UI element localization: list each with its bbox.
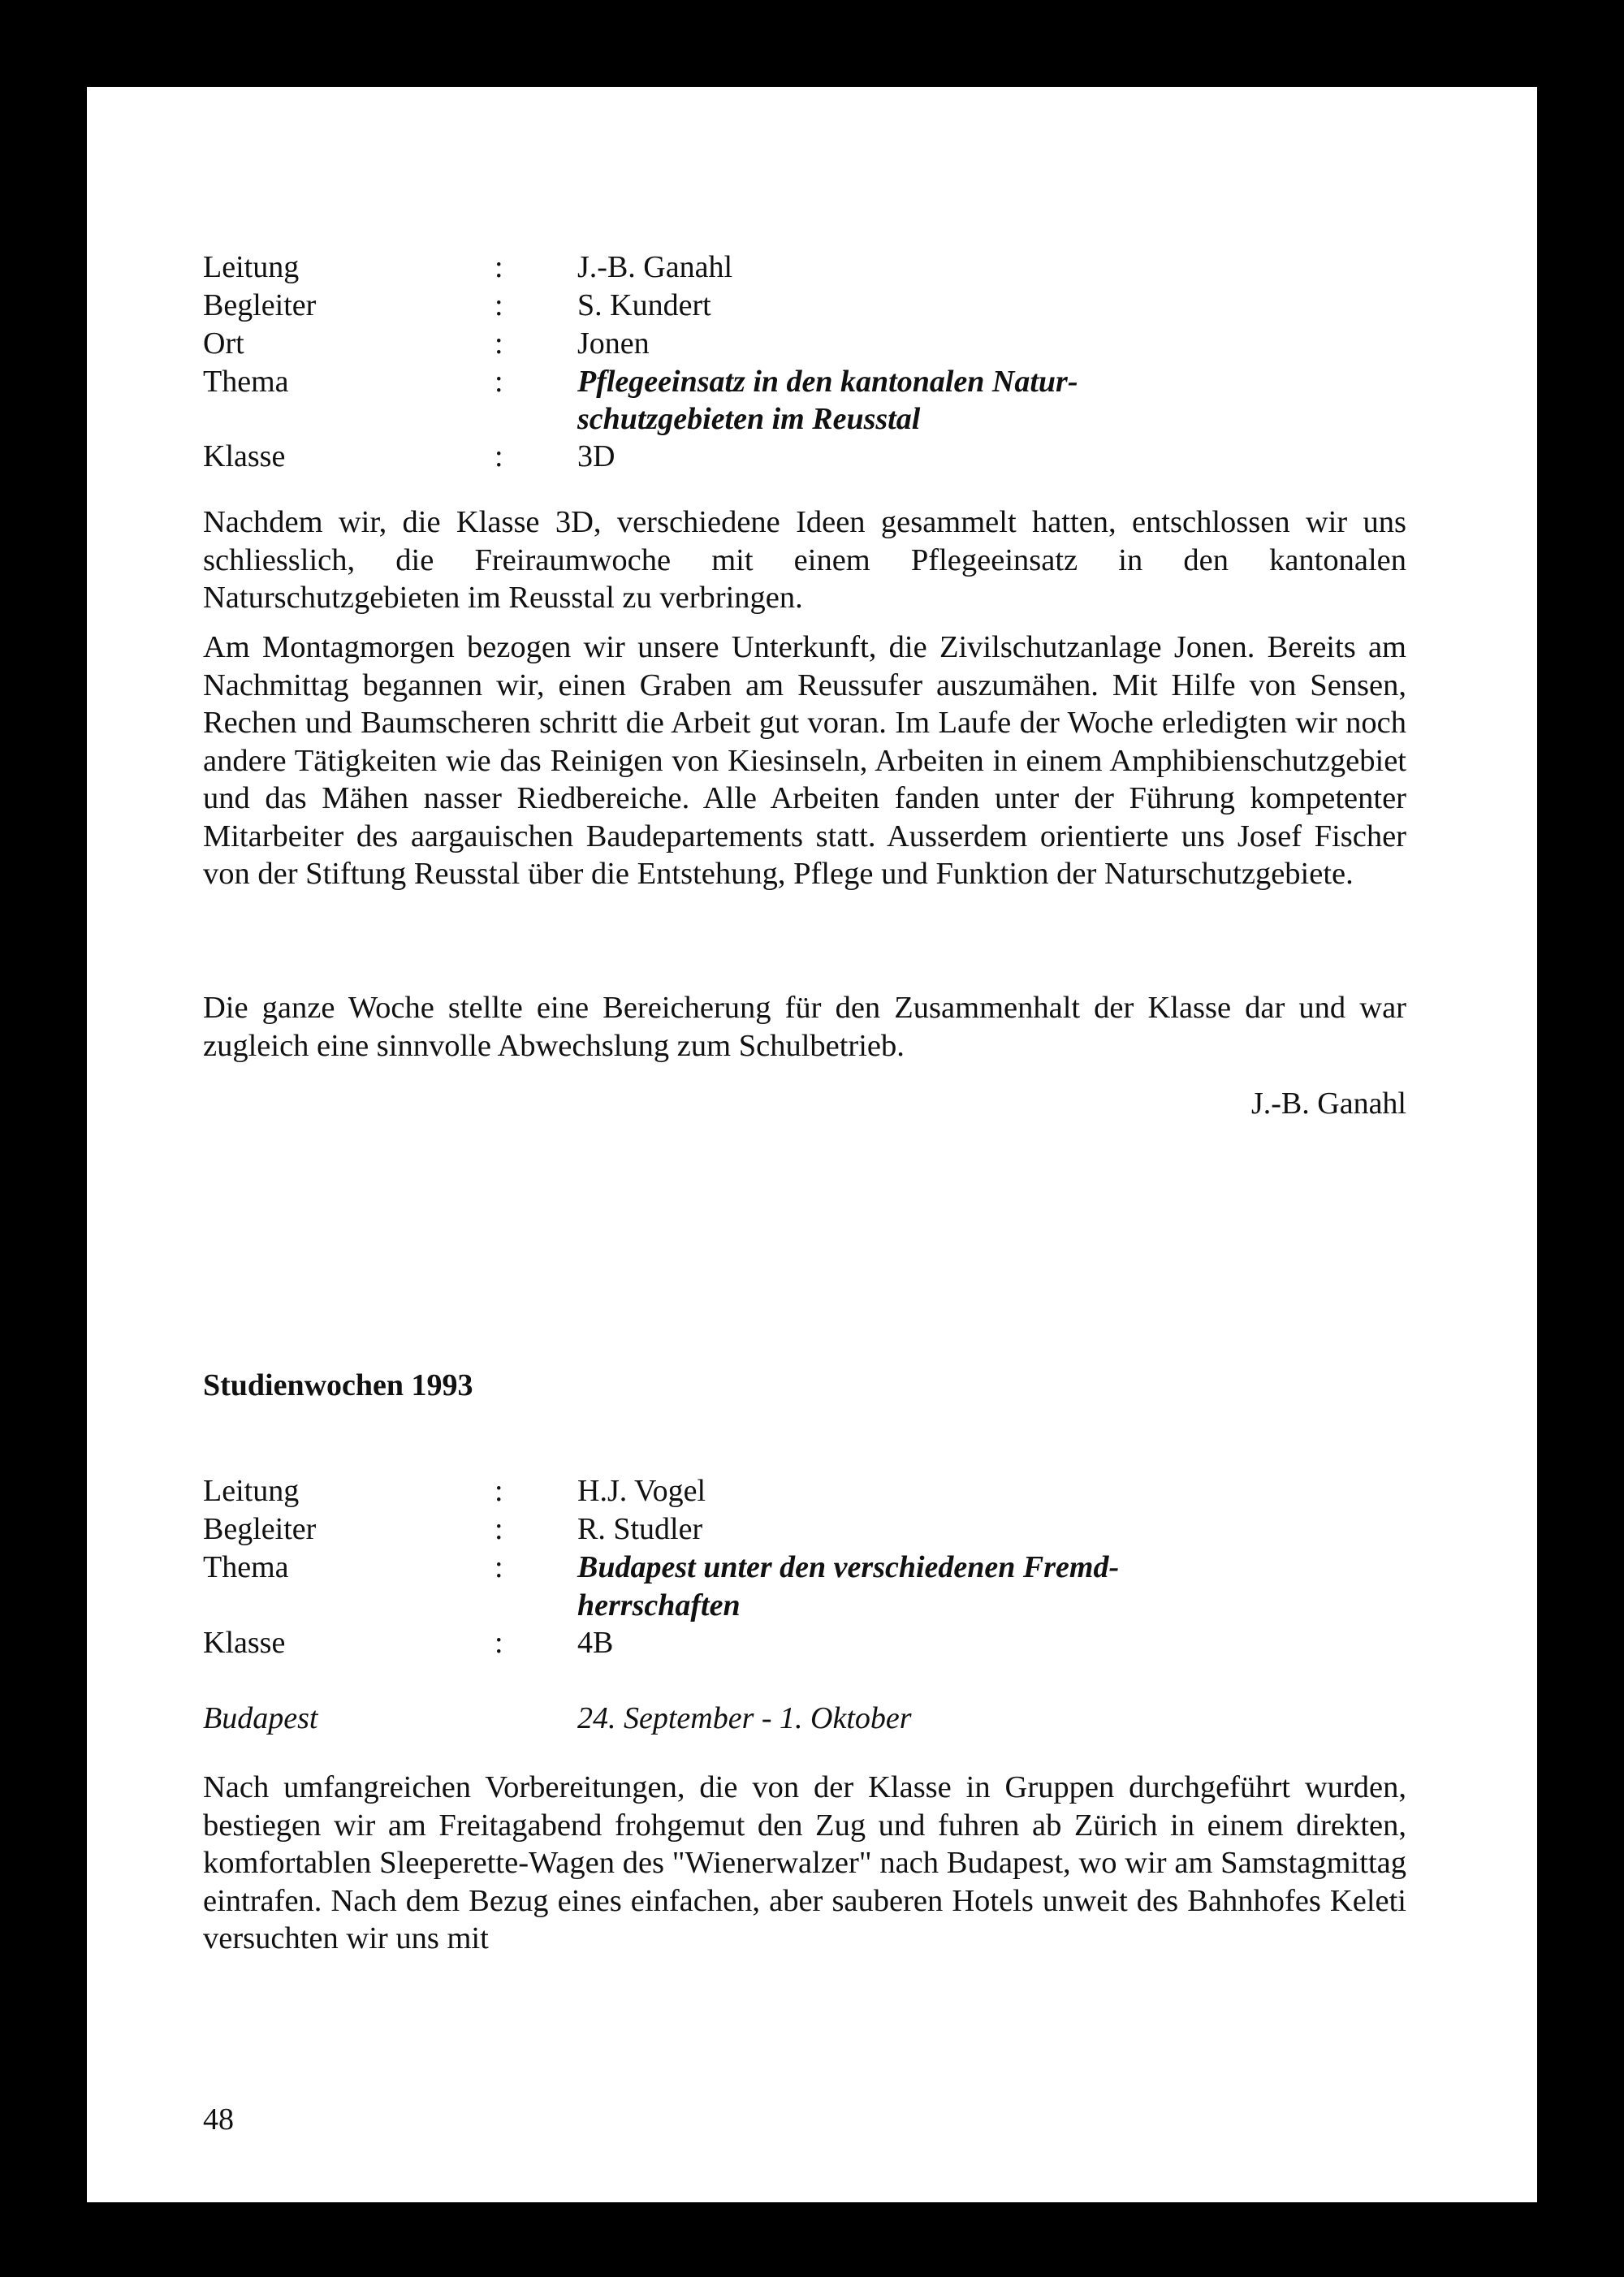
meta-value-theme-line2: herrschaften [577,1588,741,1622]
meta-key: Thema [203,1550,289,1584]
meta-colon: : [495,326,503,361]
meta-value: 3D [577,439,615,473]
document-page [87,87,1537,2202]
meta-key: Leitung [203,250,300,284]
meta-key: Thema [203,365,289,399]
meta-value: S. Kundert [577,288,711,322]
meta-value: J.-B. Ganahl [577,250,733,284]
meta-colon: : [495,288,503,322]
paragraph: Nachdem wir, die Klasse 3D, verschiedene Ideen gesammelt hatten, entschlossen wir uns schliesslich, die Freiraumwoche mit einem Pflegeeinsatz in den kantonalen Naturschutzgebieten im Reusstal zu verbringen. [203,505,1406,615]
meta-key: Klasse [203,439,286,473]
meta-value: 4B [577,1626,614,1660]
meta-colon: : [495,439,503,473]
paragraph: Am Montagmorgen bezogen wir unsere Unterkunft, die Zivilschutzanlage Jonen. Bereits am Nachmittag begannen wir, einen Graben am Reussufer auszumähen. Mit Hilfe von Sensen, Rechen und Baumscheren schritt die Arbeit gut voran. Im Laufe der Woche erledigten wir noch andere Tätigkeiten wie das Reinigen von Kiesinseln, Arbeiten in einem Amphibienschutzgebiet und das Mähen nasser Riedbereiche. Alle Arbeiten fanden unter der Führung kompetenter Mitarbeiter des aargauischen Baudepartements statt. Ausserdem orientierte uns Josef Fischer von der Stiftung Reusstal über die Entstehung, Pflege und Funktion der Naturschutzgebiete. [203,630,1406,891]
meta-colon: : [495,365,503,399]
meta-value: H.J. Vogel [577,1474,706,1508]
meta-key: Leitung [203,1474,300,1508]
section-title: Studienwochen 1993 [203,1368,473,1402]
paragraph: Die ganze Woche stellte eine Bereicherung für den Zusammenhalt der Klasse dar und war zugleich eine sinnvolle Abwechslung zum Schulbetrieb. [203,991,1406,1063]
meta-value: R. Studler [577,1512,703,1546]
paragraph: Nach umfangreichen Vorbereitungen, die von der Klasse in Gruppen durchgeführt wurden, bestiegen wir am Freitagabend frohgemut den Zug und fuhren ab Zürich in einem direkten, komfortablen Sleeperette-Wagen des "Wienerwalzer" nach Budapest, wo wir am Samstagmittag eintrafen. Nach dem Bezug eines einfachen, aber sauberen Hotels unweit des Bahnhofes Keleti versuchten wir uns mit [203,1770,1406,1955]
meta-colon: : [495,1512,503,1546]
trip-dates: 24. September - 1. Oktober [577,1701,912,1735]
meta-colon: : [495,250,503,284]
trip-location-row [203,1699,912,1738]
meta-colon: : [495,1626,503,1660]
meta-key: Klasse [203,1626,286,1660]
meta-colon: : [495,1550,503,1584]
page-number: 48 [203,2102,234,2137]
meta-value-theme-line2: schutzgebieten im Reusstal [577,402,921,436]
meta-key: Ort [203,326,244,361]
meta-key: Begleiter [203,288,317,322]
meta-value-theme-line1: Budapest unter den verschiedenen Fremd- [577,1550,1120,1584]
meta-key: Begleiter [203,1512,317,1546]
meta-value-theme-line1: Pflegeeinsatz in den kantonalen Natur- [577,365,1078,399]
meta-colon: : [495,1474,503,1508]
trip-location: Budapest [203,1701,318,1735]
meta-value: Jonen [577,326,650,361]
signature: J.-B. Ganahl [1250,1087,1406,1121]
